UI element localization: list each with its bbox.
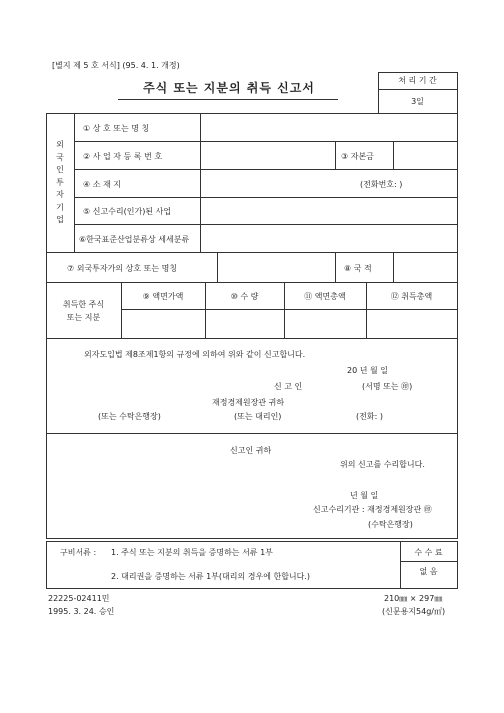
form-title: 주식 또는 지분의 취득 신고서 <box>143 81 315 95</box>
fee-value: 없 음 <box>419 567 438 576</box>
form-bottom-border <box>46 538 458 539</box>
form-left-border <box>46 113 47 539</box>
declarant-label: 신 고 인 <box>274 382 303 391</box>
document-item-2: 2. 대리권을 증명하는 서류 1부(대리의 경우에 한합니다.) <box>111 572 311 581</box>
docs-left <box>46 541 47 588</box>
col-acquisition-total: ⑫ 취득총액 <box>390 292 433 301</box>
agent-label: (또는 대리인) <box>234 412 282 421</box>
acceptance-statement: 위의 신고를 수리합니다. <box>340 460 425 469</box>
row-line-1 <box>74 141 458 142</box>
processing-period-value: 3일 <box>411 97 424 106</box>
paper-size: 210㎜ × 297㎜ <box>384 594 443 603</box>
title-underline <box>118 99 338 100</box>
declaration-date: 20 년 월 일 <box>347 366 388 375</box>
row-line-3 <box>74 197 458 198</box>
acquired-shares-label: 취득한 주식 또는 지분 <box>62 300 105 322</box>
processing-box-mid <box>378 89 457 90</box>
declaration-phone: (전화: ) <box>356 412 383 421</box>
paper-type: (신문용지54g/㎡) <box>382 607 446 616</box>
docs-right <box>457 541 458 588</box>
foreign-investor-name-label: ⑦ 외국투자가의 상호 또는 명칭 <box>67 264 178 273</box>
approval-date: 1995. 3. 24. 승인 <box>48 607 115 616</box>
docs-top <box>46 541 458 542</box>
documents-label: 구비서류 : <box>60 548 97 557</box>
processing-box-top <box>378 72 457 73</box>
acceptance-bank: (수탁은행장) <box>368 520 413 529</box>
col-face-total: ⑪ 액면총액 <box>304 292 346 301</box>
investor-label-divider <box>200 113 201 252</box>
form-code: 22225-02411민 <box>48 594 110 603</box>
foreign-divider-3 <box>393 252 394 282</box>
capital-divider-right <box>393 141 394 169</box>
acceptance-date: 년 월 일 <box>350 491 379 500</box>
nationality-label: ⑧ 국 적 <box>344 264 372 273</box>
form-right-border <box>457 113 458 539</box>
foreign-row-bottom <box>46 282 458 283</box>
form-top-border <box>46 113 458 114</box>
row-line-4 <box>74 224 458 225</box>
processing-box-right <box>457 72 458 113</box>
docs-bottom <box>46 588 458 589</box>
industry-classification-label: ⑥한국표준산업분류상 세세분류 <box>79 235 190 244</box>
processing-period-label: 처 리 기 간 <box>398 76 437 85</box>
acquired-section-bottom <box>46 338 458 339</box>
col-quantity: ⑩ 수 량 <box>230 292 259 301</box>
company-name-label: ① 상 호 또는 명 칭 <box>83 124 150 133</box>
declaration-bottom <box>46 433 458 434</box>
acceptance-to: 신고인 귀하 <box>230 446 272 455</box>
phone-number-label: (전화번호: ) <box>360 180 403 189</box>
business-number-label: ② 사 업 자 등 록 번 호 <box>83 152 163 161</box>
form-reference: [별지 제 5 호 서식] (95. 4. 1. 개정) <box>52 61 180 70</box>
fee-mid-line <box>400 561 457 562</box>
row-line-2 <box>74 169 458 170</box>
approved-business-label: ⑤ 신고수리(인가)된 사업 <box>83 207 172 216</box>
investor-side-label: 외 국 인 투 자 기 업 <box>56 140 64 224</box>
fee-label: 수 수 료 <box>414 548 443 557</box>
trustee-bank-label: (또는 수탁은행장) <box>98 412 161 421</box>
foreign-divider-1 <box>217 252 218 282</box>
investor-section-bottom <box>46 252 458 253</box>
capital-divider-left <box>335 141 336 169</box>
col-face-value: ⑨ 액면가액 <box>142 292 184 301</box>
foreign-divider-2 <box>335 252 336 282</box>
investor-side-divider <box>74 113 75 252</box>
capital-label: ③ 자본금 <box>341 152 374 161</box>
document-item-1: 1. 주식 또는 지분의 취득을 증명하는 서류 1부 <box>111 548 273 557</box>
declaration-statement: 외자도입법 제8조제1항의 규정에 의하여 위와 같이 신고합니다. <box>84 350 306 359</box>
signature-label: (서명 또는 ㊞) <box>362 382 413 391</box>
acquired-header-line <box>121 309 458 310</box>
acceptance-authority: 신고수리기관 : 재정경제원장관 ㊞ <box>313 505 432 514</box>
recipient-label: 재정경제원장관 귀하 <box>212 398 285 407</box>
address-label: ④ 소 재 지 <box>83 180 121 189</box>
